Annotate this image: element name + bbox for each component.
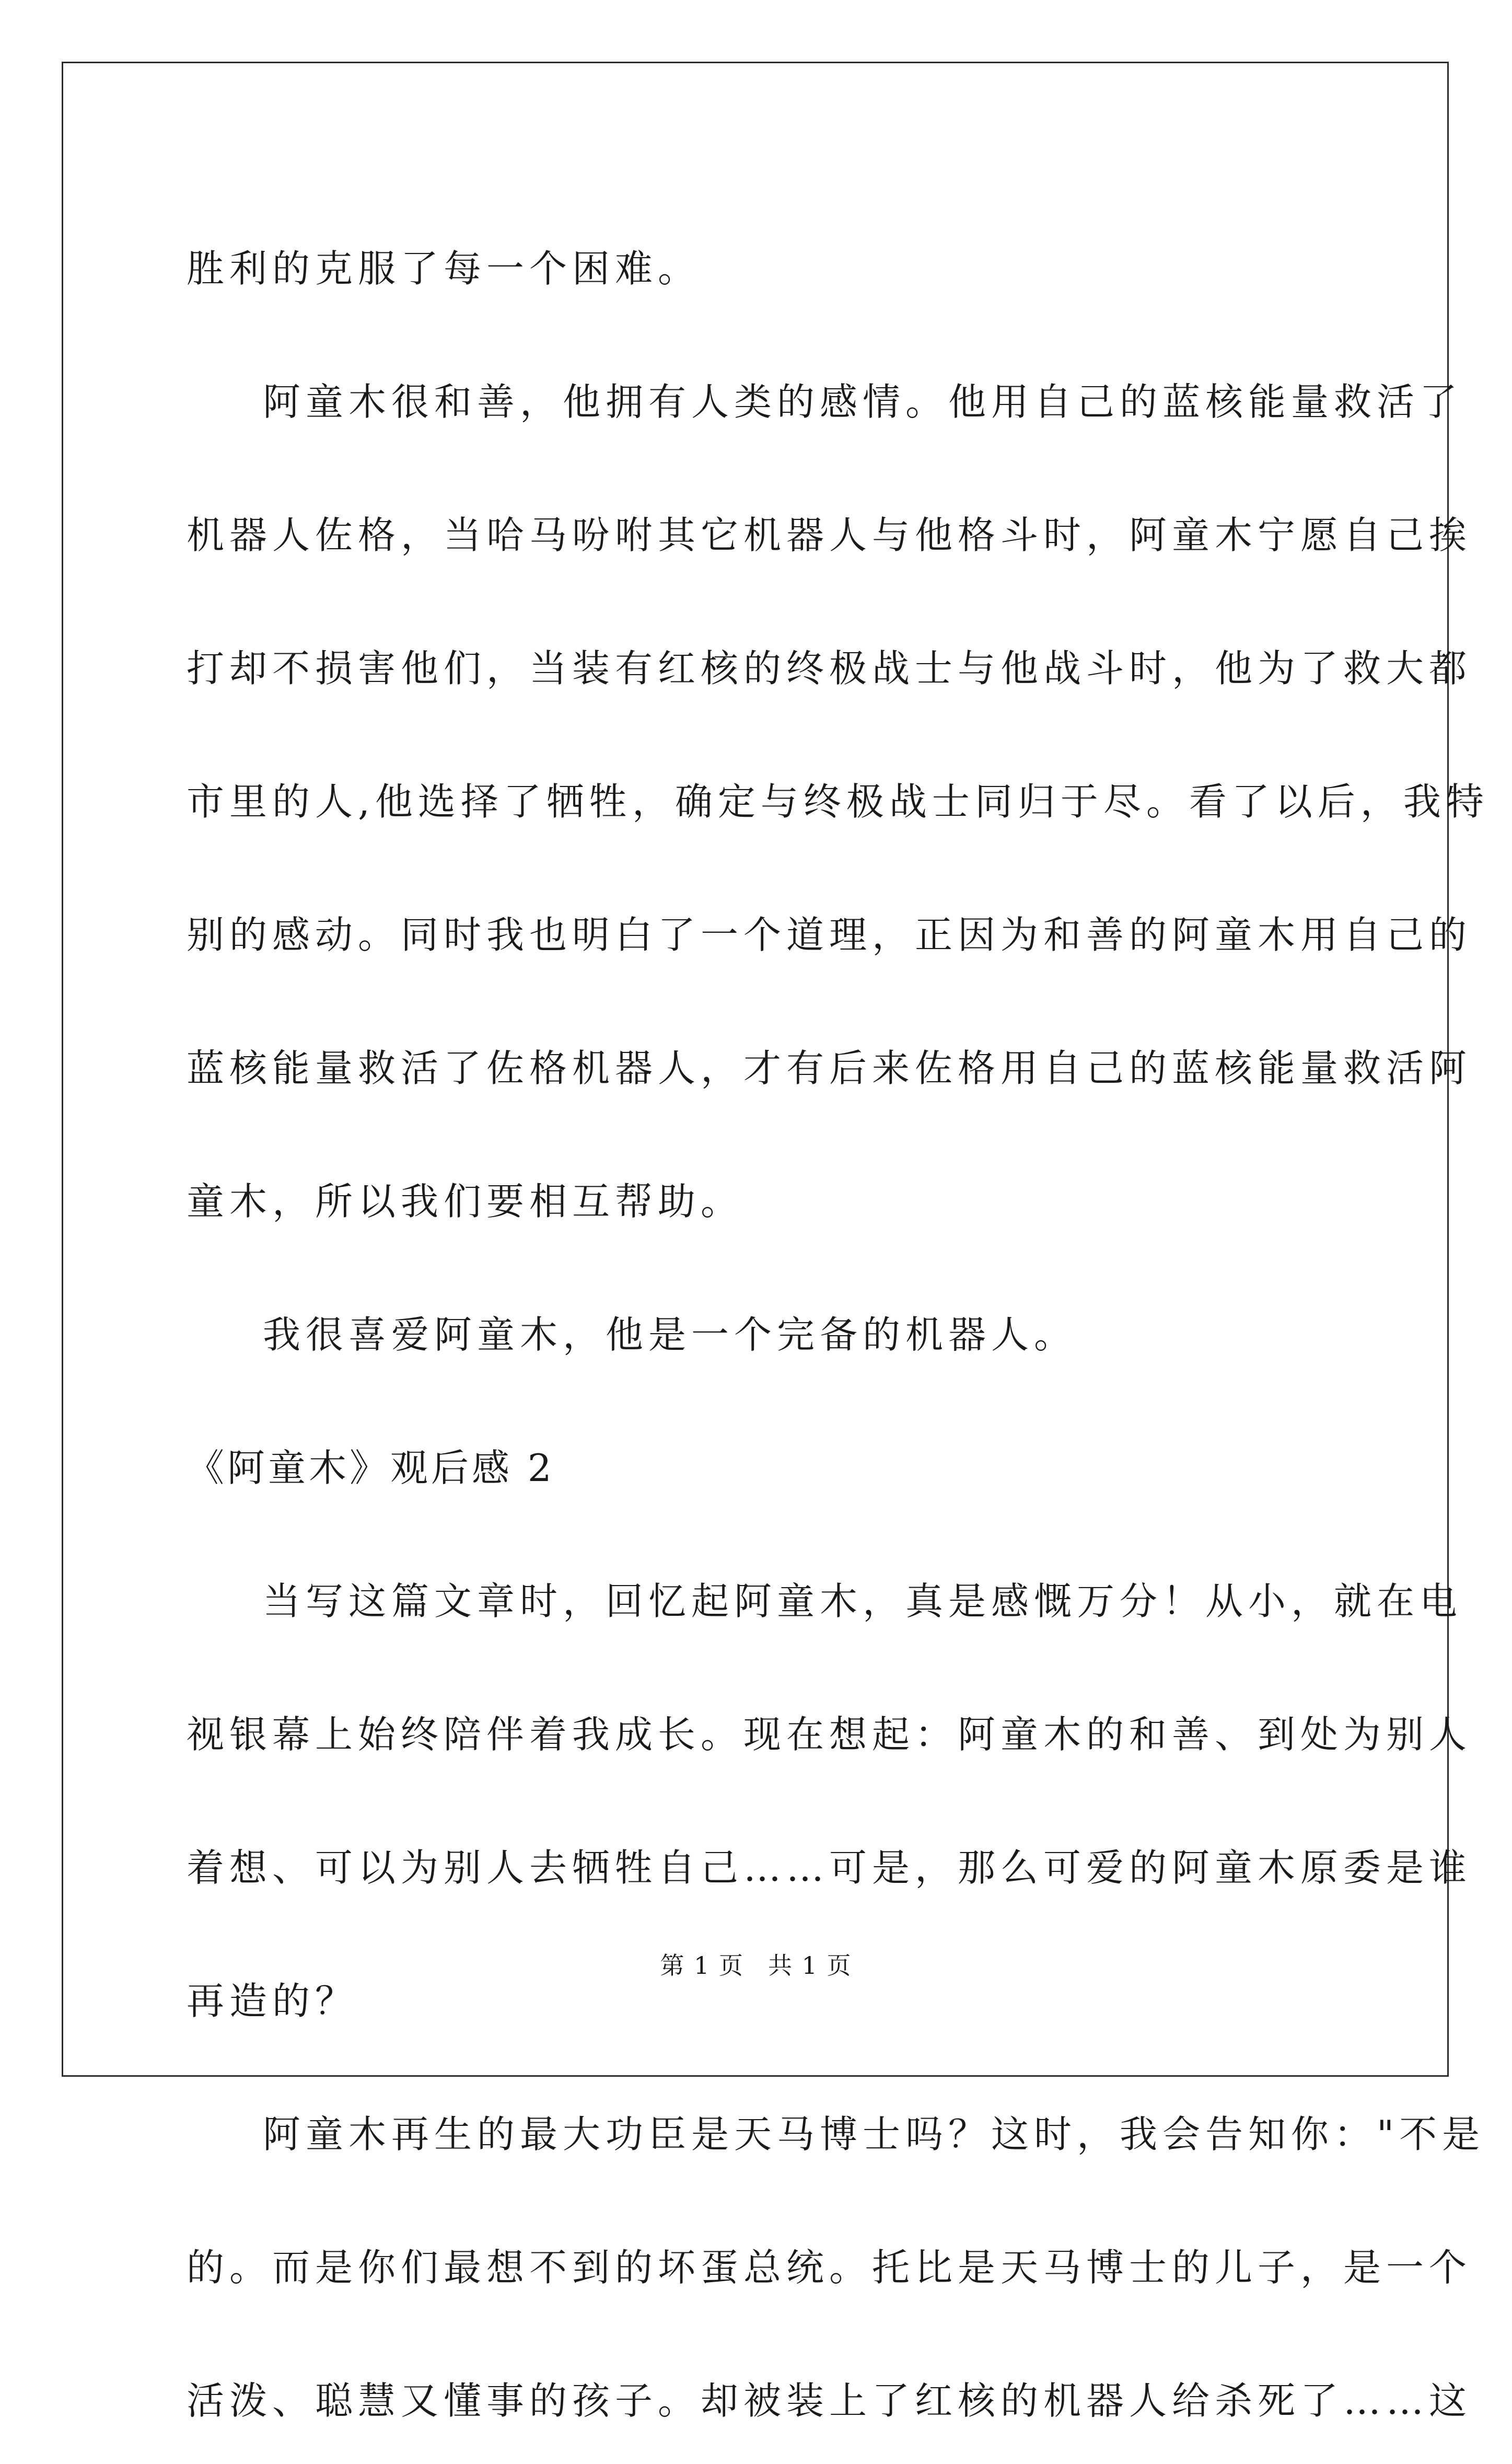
text-line: 打却不损害他们，当装有红核的终极战士与他战斗时，他为了救大都 [187,646,1472,690]
section-heading: 《阿童木》观后感 2 [187,1445,555,1490]
text-line: 机器人佐格，当哈马吩咐其它机器人与他格斗时，阿童木宁愿自己挨 [187,513,1472,557]
document-body [187,199,1489,2464]
total-pages: 共 1 页 [768,1951,852,1980]
text-line: 童木，所以我们要相互帮助。 [187,1179,744,1223]
text-line: 视银幕上始终陪伴着我成长。现在想起：阿童木的和善、到处为别人 [187,1712,1472,1756]
text-line: 活泼、聪慧又懂事的孩子。却被装上了红核的机器人给杀死了……这 [187,2378,1472,2423]
text-line: 着想、可以为别人去牺牲自己……可是，那么可爱的阿童木原委是谁 [187,1845,1472,1890]
text-line: 阿童木再生的最大功臣是天马博士吗？这时，我会告知你："不是 [263,2112,1485,2156]
text-line: 我很喜爱阿童木，他是一个完备的机器人。 [263,1312,1077,1357]
text-line: 当写这篇文章时，回忆起阿童木，真是感慨万分！从小，就在电 [263,1579,1463,1623]
text-line: 市里的人,他选择了牺牲，确定与终极战士同归于尽。看了以后，我特 [187,779,1489,824]
text-line: 的。而是你们最想不到的坏蛋总统。托比是天马博士的儿子，是一个 [187,2245,1472,2289]
text-line: 阿童木很和善，他拥有人类的感情。他用自己的蓝核能量救活了 [263,379,1463,424]
text-line: 蓝核能量救活了佐格机器人，才有后来佐格用自己的蓝核能量救活阿 [187,1046,1472,1090]
text-line: 再造的？ [187,1979,358,2023]
page-number: 第 1 页 [660,1951,744,1980]
text-line: 胜利的克服了每一个困难。 [187,246,701,291]
text-line: 别的感动。同时我也明白了一个道理，正因为和善的阿童木用自己的 [187,912,1472,957]
page-footer [0,1947,1512,1981]
